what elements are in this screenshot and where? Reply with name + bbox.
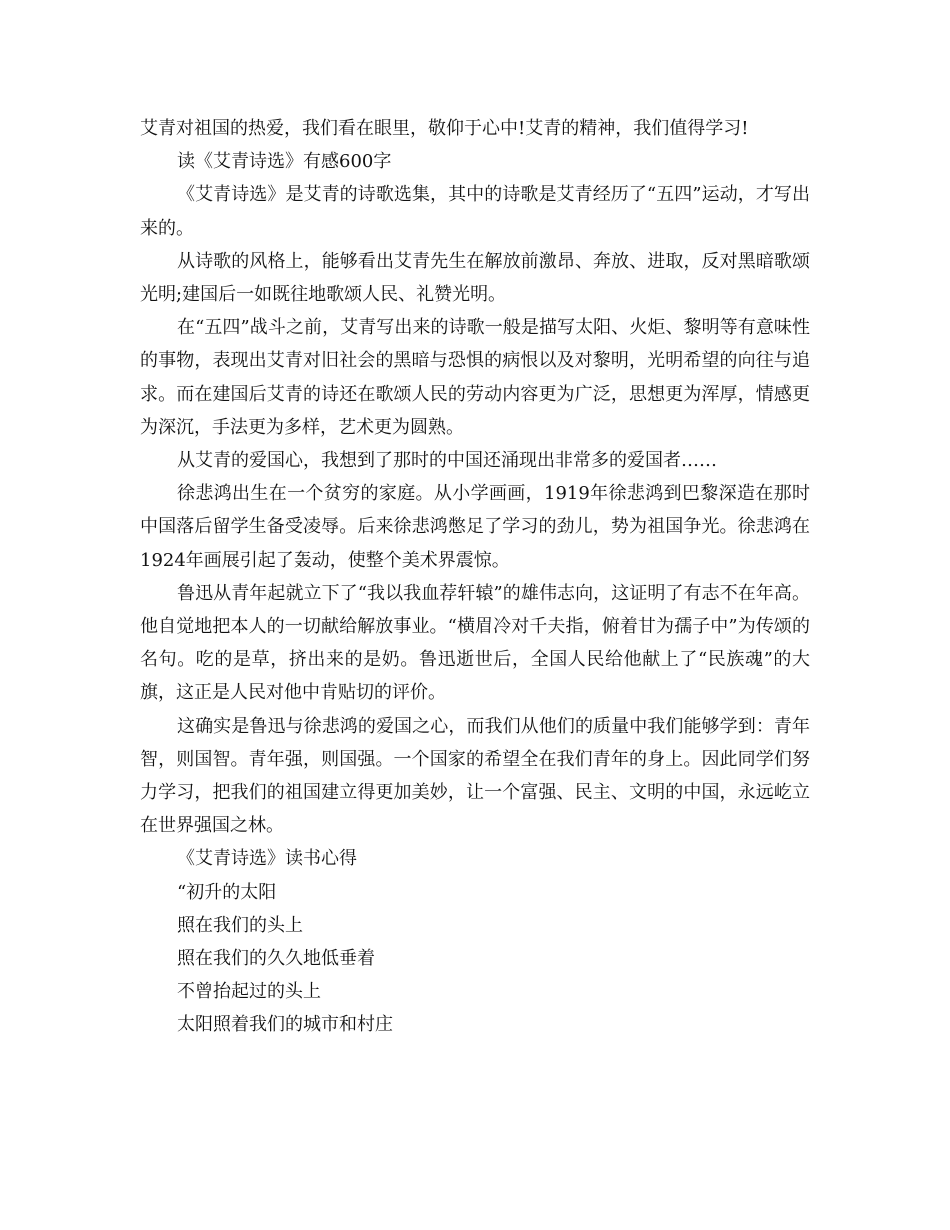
paragraph: 《艾青诗选》是艾青的诗歌选集，其中的诗歌是艾青经历了“五四”运动，才写出来的。 <box>140 184 810 239</box>
paragraph: 在“五四”战斗之前，艾青写出来的诗歌一般是描写太阳、火炬、黎明等有意味性的事物，表现出艾青对旧社会的黑暗与恐惧的病恨以及对黎明，光明希望的向往与追求。而在建国后艾青的诗还在歌颂人民的劳动内容更为广泛，思想更为浑厚，情感更为深沉，手法更为多样，艺术更为圆熟。 <box>140 317 810 438</box>
poem-line: 照在我们的头上 <box>177 914 303 936</box>
paragraph: 从诗歌的风格上，能够看出艾青先生在解放前激昂、奔放、进取，反对黑暗歌颂光明;建国后一如既往地歌颂人民、礼赞光明。 <box>140 250 810 306</box>
section-heading: 《艾青诗选》读书心得 <box>177 848 357 870</box>
section-heading: 读《艾青诗选》有感600字 <box>177 151 392 173</box>
poem-line: 照在我们的久久地低垂着 <box>177 948 375 970</box>
paragraph: 艾青对祖国的热爱，我们看在眼里，敬仰于心中!艾青的精神，我们值得学习! <box>140 118 749 139</box>
paragraph: 这确实是鲁迅与徐悲鸿的爱国之心，而我们从他们的质量中我们能够学到：青年智，则国智。青年强，则国强。一个国家的希望全在我们青年的身上。因此同学们努力学习，把我们的祖国建立得更加美妙，让一个富强、民主、文明的中国，永远屹立在世界强国之林。 <box>140 715 810 837</box>
poem-line: 太阳照着我们的城市和村庄 <box>177 1014 393 1036</box>
paragraph: 从艾青的爱国心，我想到了那时的中国还涌现出非常多的爱国者…… <box>177 450 717 472</box>
poem-line: “初升的太阳 <box>177 881 277 903</box>
paragraph: 徐悲鸿出生在一个贫穷的家庭。从小学画画，1919年徐悲鸿到巴黎深造在那时中国落后留学生备受凌辱。后来徐悲鸿憋足了学习的劲儿，势为祖国争光。徐悲鸿在1924年画展引起了轰动，使整个美术界震惊。 <box>140 483 810 571</box>
paragraph: 鲁迅从青年起就立下了“我以我血荐轩辕”的雄伟志向，这证明了有志不在年高。他自觉地把本人的一切献给解放事业。“横眉冷对千夫指，俯着甘为孺子中”为传颂的名句。吃的是草，挤出来的是奶。鲁迅逝世后，全国人民给他献上了“民族魂”的大旗，这正是人民对他中肯贴切的评价。 <box>140 582 810 704</box>
poem-line: 不曾抬起过的头上 <box>177 981 321 1003</box>
document-body <box>140 112 810 1042</box>
